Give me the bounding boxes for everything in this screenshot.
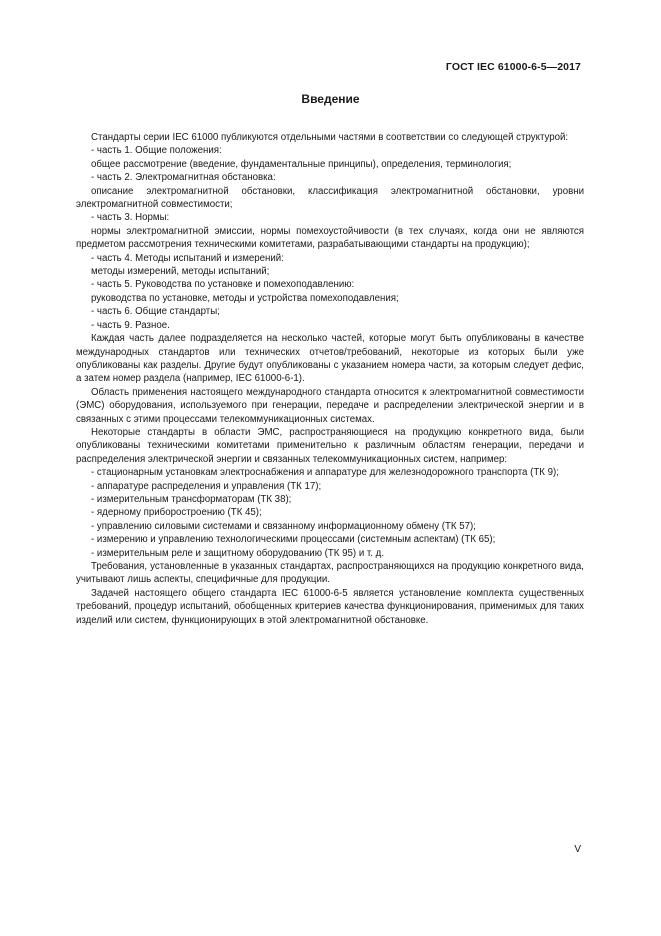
paragraph: Задачей настоящего общего стандарта IEC 61000-6-5 является установление комплекта существенных требований, процедур испытаний, обобщенных критериев качества функционирования, применимых для таких изделий или систем, функционирующих в этой электромагнитной обстановке. (76, 587, 584, 626)
document-code: ГОСТ IEC 61000-6-5—2017 (445, 61, 581, 73)
list-item: - часть 1. Общие положения: (91, 145, 222, 157)
list-item: - часть 9. Разное. (91, 319, 170, 331)
paragraph: Некоторые стандарты в области ЭМС, распространяющиеся на продукцию конкретного вида, были опубликованы техническими комитетами применительно к различным областям генерации, передачи и распределения электрической энергии и связанных телекоммуникационных систем, например: (76, 426, 584, 465)
paragraph: общее рассмотрение (введение, фундаментальные принципы), определения, терминология; (91, 158, 512, 170)
list-item: - управлению силовыми системами и связанному информационному обмену (ТК 57); (91, 520, 476, 532)
list-item: - часть 3. Нормы: (91, 212, 170, 224)
paragraph: Требования, установленные в указанных стандартах, распространяющихся на продукцию конкретного вида, учитывают лишь аспекты, специфичные для продукции. (76, 561, 584, 586)
list-item: - аппаратуре распределения и управления (ТК 17); (91, 480, 322, 492)
list-item: - часть 4. Методы испытаний и измерений: (91, 252, 284, 264)
paragraph: Каждая часть далее подразделяется на несколько частей, которые могут быть опубликованы в качестве международных стандартов или технических отчетов/требований, некоторые из которых были уже опубликованы как разделы. Другие будут опубликованы с указанием номера части, за которым следует дефис, а затем номер раздела (например, IEC 61000-6-1). (76, 333, 584, 385)
list-item: - измерению и управлению технологическими процессами (системным аспектам) (ТК 65); (91, 534, 496, 546)
list-item: - измерительным трансформаторам (ТК 38); (91, 493, 292, 505)
list-item: - измерительным реле и защитному оборудованию (ТК 95) и т. д. (91, 547, 385, 559)
page-number: V (574, 844, 581, 855)
paragraph: методы измерений, методы испытаний; (91, 266, 270, 278)
list-item: - стационарным установкам электроснабжения и аппаратуре для железнодорожного транспорта (ТК 9); (91, 467, 559, 479)
body-text (76, 131, 584, 627)
list-item: - ядерному приборостроению (ТК 45); (91, 507, 262, 519)
paragraph: Область применения настоящего международного стандарта относится к электромагнитной совместимости (ЭМС) оборудования, используемого при генерации, передаче и распределении электрической энергии и в связанных с этими процессами телекоммуникационных системах. (76, 386, 584, 425)
paragraph: нормы электромагнитной эмиссии, нормы помехоустойчивости (в тех случаях, когда они не являются предметом рассмотрения техническими комитетами, разрабатывающими стандарты на продукцию); (76, 225, 584, 251)
paragraph: руководства по установке, методы и устройства помехоподавления; (91, 292, 399, 304)
paragraph: Стандарты серии IEC 61000 публикуются отдельными частями в соответствии со следующей структурой: (91, 132, 569, 143)
list-item: - часть 6. Общие стандарты; (91, 306, 220, 318)
list-item: - часть 5. Руководства по установке и помехоподавлению: (91, 279, 355, 291)
section-title: Введение (301, 92, 360, 106)
paragraph: описание электромагнитной обстановки, классификация электромагнитной обстановки, уровни электромагнитной совместимости; (76, 185, 584, 211)
list-item: - часть 2. Электромагнитная обстановка: (91, 172, 276, 184)
